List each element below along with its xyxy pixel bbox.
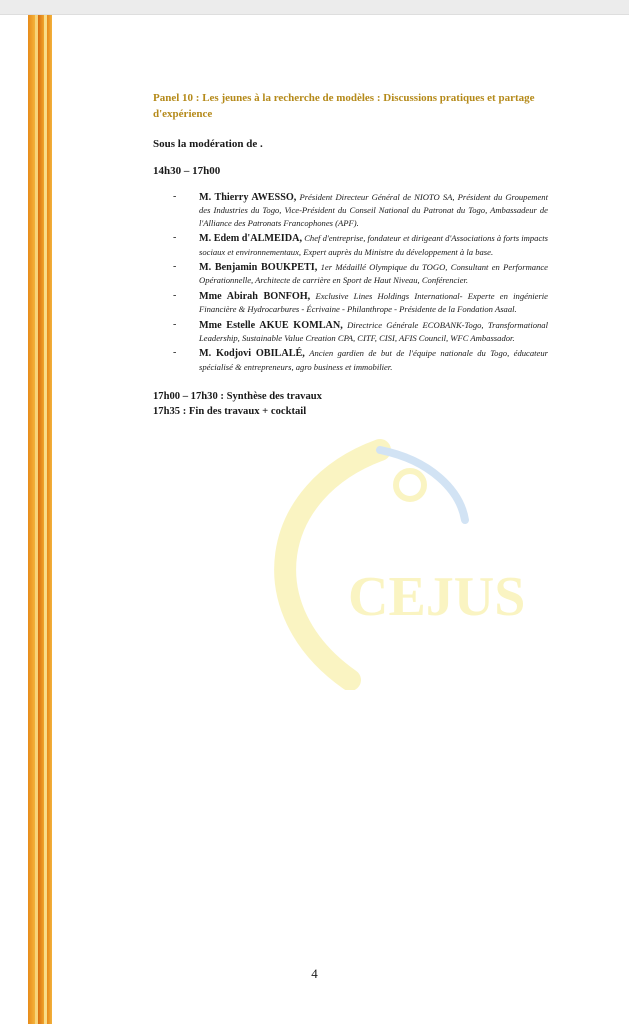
- list-dash: -: [173, 289, 177, 301]
- list-dash: -: [173, 191, 177, 202]
- end-line: 17h35 : Fin des travaux + cocktail: [153, 406, 307, 418]
- session-time: 14h30 – 17h00: [153, 165, 221, 177]
- speaker-item: [153, 191, 548, 229]
- speaker-name: M. Edem d'ALMEIDA,: [199, 233, 303, 245]
- speaker-item: [153, 347, 548, 373]
- speaker-name: M. Kodjovi OBILALÉ,: [199, 348, 305, 360]
- speaker-name: Mme Abirah BONFOH,: [199, 290, 311, 302]
- border-stripe: [47, 15, 52, 1024]
- speaker-item: [153, 261, 548, 287]
- border-stripe: [28, 15, 35, 1024]
- speaker-name: M. Benjamin BOUKPETI,: [199, 262, 318, 274]
- list-dash: -: [173, 318, 177, 330]
- speaker-list: [153, 191, 548, 373]
- speaker-description: Directrice Générale ECOBANK-Togo, Transformational Leadership, Sustainable Value Creation CPA, CITF, CISI, AFIS Council, WFC Ambassador.: [199, 319, 548, 344]
- speaker-item: [153, 232, 548, 258]
- speaker-description: Ancien gardien de but de l'équipe nationale du Togo, éducateur spécialisé & entrepreneurs, agro business et immobilier.: [199, 348, 548, 372]
- watermark-text: CEJUS: [348, 566, 526, 628]
- speaker-item: [153, 319, 548, 345]
- list-dash: -: [173, 261, 177, 273]
- closing-schedule: [153, 389, 548, 419]
- speaker-item: [153, 290, 548, 316]
- speaker-name: M. Thierry AWESSO,: [199, 192, 297, 203]
- decorative-left-border: [28, 15, 54, 1024]
- viewer-top-strip: [0, 0, 629, 15]
- speaker-description: Chef d'entreprise, fondateur et dirigeant d'Associations à forts impacts sociaux et environnementaux, Expert auprès du Ministre du développement à la base.: [199, 233, 549, 257]
- page-number: 4: [311, 966, 318, 981]
- list-dash: -: [173, 232, 177, 244]
- speaker-description: Président Directeur Général de NIOTO SA, Président du Groupement des Industries du Togo, Vice-Président du Conseil National du Patronat du Togo, Ambassadeur de l'Alliance des Patronats Francophones (APF).: [199, 192, 548, 228]
- speaker-description: Exclusive Lines Holdings International- Experte en ingénierie Financière & Hydrocarbures - Écrivaine - Philanthrope - Présidente de la Fondation Asaal.: [199, 290, 548, 315]
- synthesis-line: 17h00 – 17h30 : Synthèse des travaux: [153, 391, 322, 403]
- program-section: [153, 90, 548, 419]
- panel-title: Panel 10 : Les jeunes à la recherche de modèles : Discussions pratiques et partage d'expérience: [153, 92, 535, 120]
- speaker-name: Mme Estelle AKUE KOMLAN,: [199, 319, 343, 331]
- list-dash: -: [173, 347, 177, 359]
- speaker-description: 1er Médaillé Olympique du TOGO, Consultant en Performance Opérationnelle, Architecte de carrière en Sport de Haut Niveau, Conférencier.: [199, 262, 548, 286]
- moderation-line: Sous la modération de .: [153, 138, 263, 150]
